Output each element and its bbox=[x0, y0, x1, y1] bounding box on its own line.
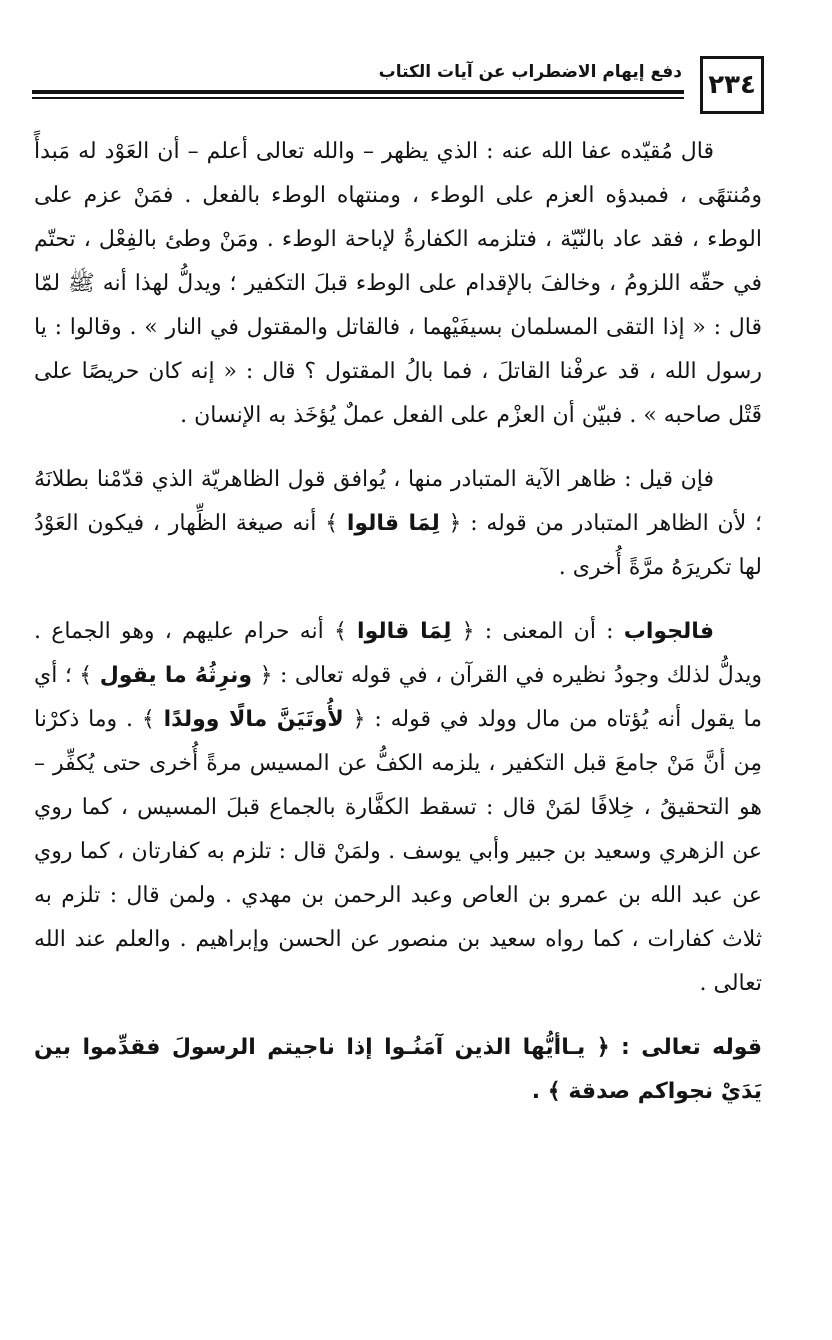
page-number: ٢٣٤ bbox=[700, 56, 764, 114]
quran-quote: لِمَا قالوا bbox=[346, 511, 440, 536]
paragraph-3-text-a: : أن المعنى : ﴿ bbox=[461, 619, 614, 644]
page-header bbox=[24, 48, 768, 126]
paragraph-3-text-b: ﴾ أنه حرام عليهم ، وهو الجماع . ويدلُّ لذلك وجودُ نظيره في القرآن ، في قوله تعالى : ﴿ bbox=[34, 619, 762, 688]
header-rule-thick bbox=[32, 90, 684, 94]
paragraph-3-text-c: ﴾ ؛ أي ما يقول أنه يُؤتاه من مال وولد في قوله : ﴿ bbox=[34, 663, 762, 732]
running-title: دفع إيهام الاضطراب عن آيات الكتاب bbox=[378, 62, 682, 82]
verse-heading-text-b: ﴾ . bbox=[531, 1079, 561, 1104]
header-rule-thin bbox=[32, 97, 684, 99]
paragraph-3 bbox=[34, 610, 762, 1006]
quran-quote: لِمَا قالوا bbox=[357, 619, 452, 644]
verse-heading bbox=[34, 1026, 762, 1114]
verse-heading-text-a: قوله تعالى : ﴿ bbox=[596, 1035, 762, 1060]
quran-quote: لأُوتَيَنَّ مالًا وولدًا bbox=[163, 707, 344, 732]
paragraph-2 bbox=[34, 458, 762, 590]
quran-quote: ونرِثُهُ ما يقول bbox=[99, 663, 253, 688]
paragraph-2-text-a: فإن قيل : ظاهر الآية المتبادر منها ، يُوافق قول الظاهريّة الذي قدّمْنا بطلانَهُ ؛ لأن الظاهر المتبادر من قوله : ﴿ bbox=[34, 467, 762, 536]
paragraph-1: قال مُقيّده عفا الله عنه : الذي يظهر – والله تعالى أعلم – أن العَوْد له مَبدأً ومُنتهًى ، فمبدؤه العزم على الوطء ، ومنتهاه الوطء بالفعل . فمَنْ عزم على الوطء ، فقد عاد بالنّيّة ، فتلزمه الكفارةُ لإباحة الوطء . ومَنْ وطئ بالفِعْل ، تحتّم في حقّه اللزومُ ، وخالفَ بالإقدام على الوطء قبلَ التكفير ؛ ويدلُّ لهذا أنه ﷺ لمّا قال : « إذا التقى المسلمان بسيفَيْهما ، فالقاتل والمقتول في النار » . وقالوا : يا رسول الله ، قد عرفْنا القاتلَ ، فما بالُ المقتول ؟ قال : « إنه كان حريصًا على قَتْل صاحبه » . فبيّن أن العزْم على الفعل عملٌ يُؤخَذ به الإنسان . bbox=[34, 139, 763, 428]
quran-quote: يـاأيُّها الذين آمَنُـوا إذا ناجيتم الرسولَ فقدِّموا بين يَدَيْ نجواكم صدقة bbox=[34, 1035, 762, 1104]
page-body bbox=[34, 130, 762, 1134]
paragraph-3-text-d: ﴾ . وما ذكرْنا مِن أنَّ مَنْ جامعَ قبل التكفير ، يلزمه الكفُّ عن المسيس مرةً أُخرى حتى يُكفِّر – هو التحقيقُ ، خِلافًا لمَنْ قال : تسقط الكفَّارة بالجماع قبلَ المسيس ، كما روي عن الزهري وسعيد بن جبير وأبي يوسف . ولمَنْ قال : تلزم به كفارتان ، كما روي عن عبد الله بن عمرو بن العاص وعبد الرحمن بن مهدي . ولمن قال : تلزم به ثلاث كفارات ، كما رواه سعيد بن منصور عن الحسن وإبراهيم . والعلم عند الله تعالى . bbox=[34, 707, 762, 996]
paragraph-2-text-b: ﴾ أنه صيغة الظِّهار ، فيكون العَوْدُ لها تكريرَهُ مرَّةً أُخرى . bbox=[34, 511, 762, 580]
answer-label: فالجواب bbox=[623, 619, 714, 644]
